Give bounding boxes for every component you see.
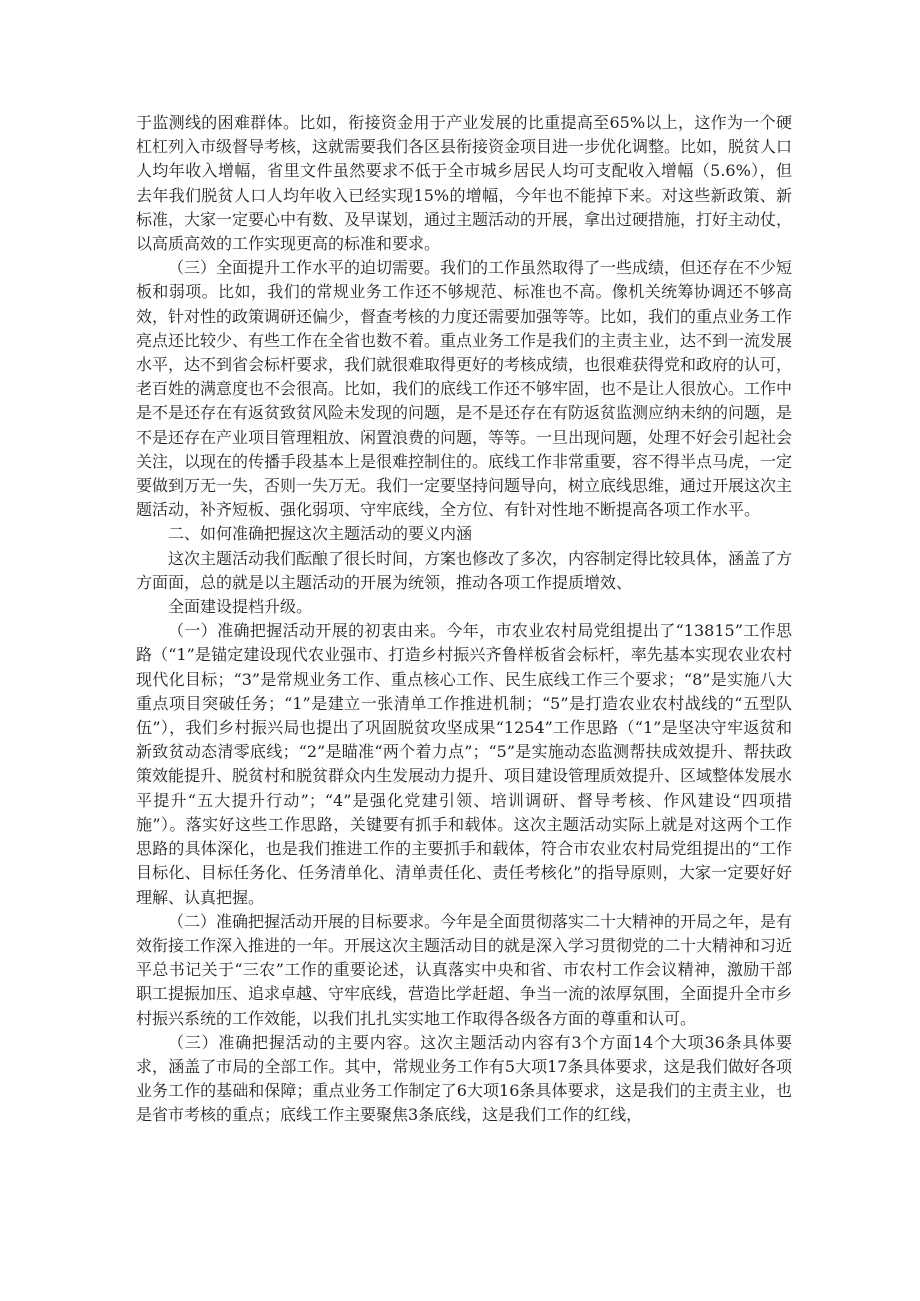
paragraph-origin: （一）准确把握活动开展的初衷由来。今年，市农业农村局党组提出了“13815”工作思路（“1”是锚定建设现代农业强市、打造乡村振兴齐鲁样板省会标杆，率先基本实现农业农村现代化目标；“3”是常规业务工作、重点核心工作、民生底线工作三个要求；“8”是实施八大重点项目突破任务；“1”是建立一张清单工作推进机制；“5”是打造农业农村战线的“五型队伍”），我们乡村振兴局也提出了巩固脱贫攻坚成果“1254”工作思路（“1”是坚决守牢返贫和新致贫动态清零底线；“2”是瞄准“两个着力点”；“5”是实施动态监测帮扶成效提升、帮扶政策效能提升、脱贫村和脱贫群众内生发展动力提升、项目建设管理质效提升、区域整体发展水平提升“五大提升行动”；“4”是强化党建引领、培训调研、督导考核、作风建设“四项措施”）。落实好这些工作思路，关键要有抓手和载体。这次主题活动实际上就是对这两个工作思路的具体深化，也是我们推进工作的主要抓手和载体，符合市农业农村局党组提出的“工作目标化、目标任务化、任务清单化、清单责任化、责任考核化”的指导原则，大家一定要好好理解、认真把握。 [136, 621, 793, 907]
paragraph-goals: （二）准确把握活动开展的目标要求。今年是全面贯彻落实二十大精神的开局之年，是有效衔接工作深入推进的一年。开展这次主题活动目的就是深入学习贯彻党的二十大精神和习近平总书记关于“三农”工作的重要论述，认真落实中央和省、市农村工作会议精神，激励干部职工提振加压、追求卓越、守牢底线，营造比学赶超、争当一流的浓厚氛围，全面提升全市乡村振兴系统的工作效能，以我们扎扎实实地工作取得各级各方面的尊重和认可。 [136, 911, 793, 1028]
paragraph-section-three-work-level: （三）全面提升工作水平的迫切需要。我们的工作虽然取得了一些成绩，但还存在不少短板和弱项。比如，我们的常规业务工作还不够规范、标准也不高。像机关统筹协调还不够高效，针对性的政策调研还偏少，督查考核的力度还需要加强等等。比如，我们的重点业务工作亮点还比较少、有些工作在全省也数不着。重点业务工作是我们的主责主业，达不到一流发展水平，达不到省会标杆要求，我们就很难取得更好的考核成绩，也很难获得党和政府的认可，老百姓的满意度也不会很高。比如，我们的底线工作还不够牢固，也不是让人很放心。工作中是不是还存在有返贫致贫风险未发现的问题，是不是还存在有防返贫监测应纳未纳的问题，是不是还存在产业项目管理粗放、闲置浪费的问题，等等。一旦出现问题，处理不好会引起社会关注，以现在的传播手段基本上是很难控制住的。底线工作非常重要，容不得半点马虎，一定要做到万无一失，否则一失万无。我们一定要坚持问题导向，树立底线思维，通过开展这次主题活动，补齐短板、强化弱项、守牢底线，全方位、有针对性地不断提高各项工作水平。 [136, 258, 793, 520]
paragraph-intro-continuation: 于监测线的困难群体。比如，衔接资金用于产业发展的比重提高至65%以上，这作为一个硬杠杠列入市级督导考核，这就需要我们各区县衔接资金项目进一步优化调整。比如，脱贫人口人均年收入增幅，省里文件虽然要求不低于全市城乡居民人均可支配收入增幅（5.6%），但去年我们脱贫人口人均年收入已经实现15%的增幅，今年也不能掉下来。对这些新政策、新标准，大家一定要心中有数、及早谋划，通过主题活动的开展，拿出过硬措施，打好主动仗，以高质高效的工作实现更高的标准和要求。 [136, 113, 793, 254]
document-body [136, 111, 792, 1128]
paragraph-activity-overview: 这次主题活动我们酝酿了很长时间，方案也修改了多次，内容制定得比较具体，涵盖了方方面面，总的就是以主题活动的开展为统领，推动各项工作提质增效、 [136, 548, 793, 592]
paragraph-main-content: （三）准确把握活动的主要内容。这次主题活动内容有3个方面14个大项36条具体要求，涵盖了市局的全部工作。其中，常规业务工作有5大项17条具体要求，这是我们做好各项业务工作的基础和保障；重点业务工作制定了6大项16条具体要求，这是我们的主责主业，也是省市考核的重点；底线工作主要聚焦3条底线，这是我们工作的红线， [136, 1032, 792, 1125]
section-heading-two: 二、如何准确把握这次主题活动的要义内涵 [168, 524, 473, 544]
paragraph-activity-overview-tail: 全面建设提档升级。 [168, 597, 313, 617]
